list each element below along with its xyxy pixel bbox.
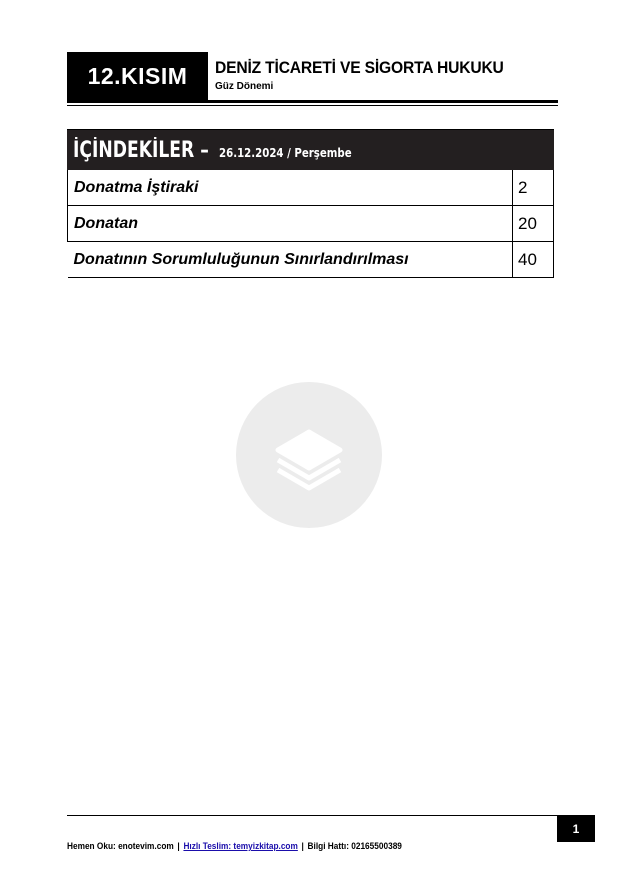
footer-hotline: Bilgi Hattı: 02165500389 [307, 841, 402, 851]
toc-entry-page: 2 [513, 170, 554, 206]
header-rule-thick [67, 100, 558, 103]
toc-entry-page: 20 [513, 206, 554, 242]
table-of-contents [67, 129, 554, 278]
stacked-pages-icon [264, 410, 354, 500]
header-rule-thin [67, 105, 558, 106]
toc-header [67, 129, 554, 170]
footer-delivery-link[interactable]: Hızlı Teslim: temyizkitap.com [183, 841, 298, 851]
toc-table [67, 170, 554, 278]
toc-entry-title[interactable]: Donatan [68, 206, 513, 242]
document-title: DENİZ TİCARETİ VE SİGORTA HUKUKU [215, 58, 504, 77]
footer-bar [67, 841, 402, 851]
page-number: 1 [557, 816, 595, 842]
layers-watermark-icon [236, 382, 382, 528]
toc-entry-title[interactable]: Donatma İştiraki [68, 170, 513, 206]
toc-row[interactable] [68, 206, 554, 242]
toc-row[interactable] [68, 242, 554, 278]
footer-rule [67, 815, 595, 816]
toc-entry-title[interactable]: Donatının Sorumluluğunun Sınırlandırılması [68, 242, 513, 278]
toc-entry-page: 40 [513, 242, 554, 278]
toc-date: 26.12.2024 / Perşembe [219, 146, 352, 160]
footer-read-link[interactable]: Hemen Oku: enotevim.com [67, 841, 174, 851]
footer-separator: | [301, 841, 304, 851]
toc-row[interactable] [68, 170, 554, 206]
toc-heading: İÇİNDEKİLER – [73, 137, 209, 163]
document-subtitle: Güz Dönemi [215, 81, 274, 92]
footer-separator: | [177, 841, 180, 851]
section-badge: 12.KISIM [67, 52, 208, 100]
